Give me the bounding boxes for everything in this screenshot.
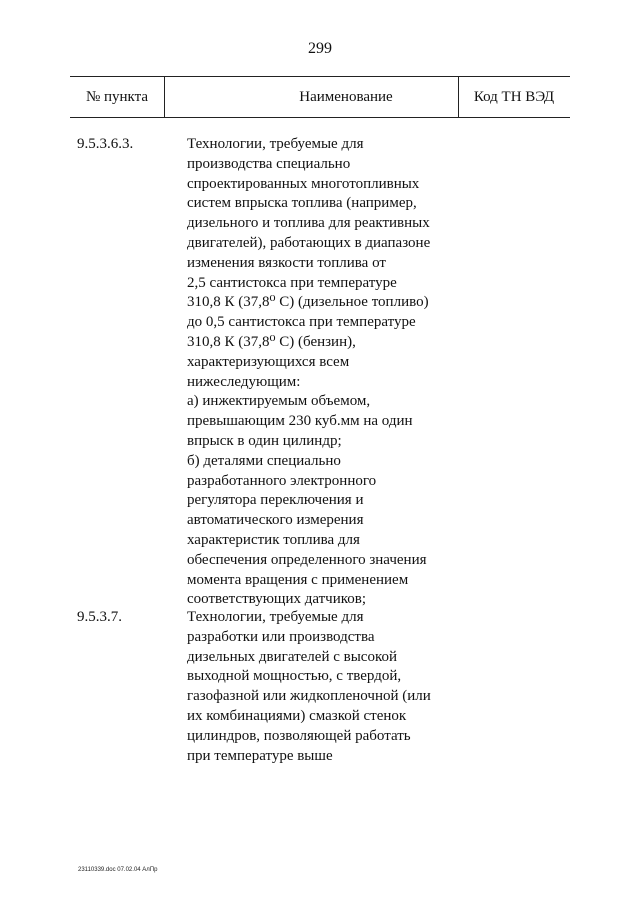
item-description: Технологии, требуемые для производства специально спроектированных многотопливных систем впрыска топлива (например, дизельного и топлива для реактивных двигателей), работающих в диапазоне изменения вязкости топлива от 2,5 сантистокса при температуре 310,8 К (37,8⁰ С) (дизельное топливо) до 0,5 сантистокса при температуре 310,8 К (37,8⁰ С) (бензин), характеризующихся всем нижеследующим: а) инжектируемым объемом, превышающим 230 куб.мм на один впрыск в один цилиндр; б) деталями специально разработанного электронного регулятора переключения и автоматического измерения характеристик топлива для обеспечения определенного значения момента вращения с применением соответствующих датчиков; xyxy=(187,136,431,608)
header-item-number: № пункта xyxy=(85,89,149,105)
header-name: Наименование xyxy=(299,89,393,105)
item-description: Технологии, требуемые для разработки или производства дизельных двигателей с высокой выходной мощностью, с твердой, газофазной или жидкопленочной (или их комбинациями) смазкой стенок цилиндров, позволяющей работать при температуре выше xyxy=(187,609,431,764)
header-code: Код ТН ВЭД xyxy=(473,89,555,105)
item-number: 9.5.3.7. xyxy=(77,609,122,625)
item-number: 9.5.3.6.3. xyxy=(77,136,134,152)
footer-doc-ref: 23110339.doc 07.02.04 АлПр xyxy=(78,867,158,873)
page-number: 299 xyxy=(308,40,332,57)
table-header xyxy=(70,76,570,118)
